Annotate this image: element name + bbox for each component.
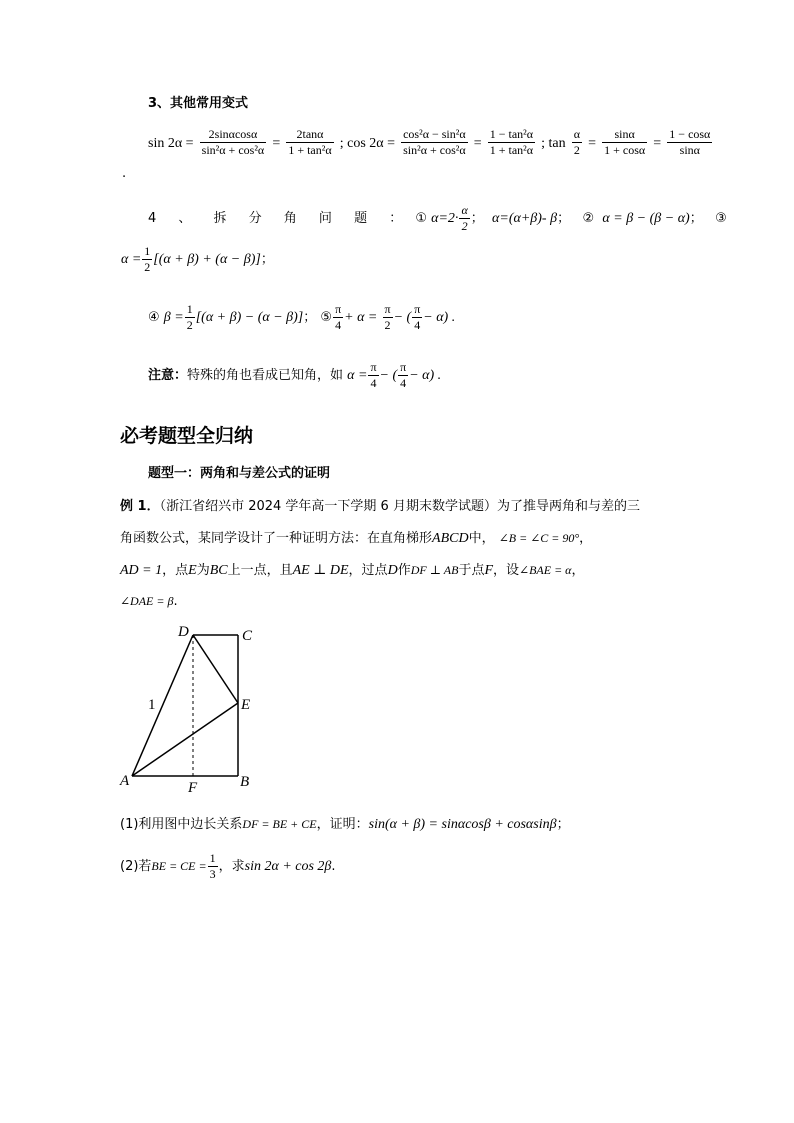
tan-frac1: $\frac{\sin\alpha}{1 + \cos\alpha}$ xyxy=(604,127,646,157)
item4-lhs: β = xyxy=(163,310,184,325)
cos2a-lhs: ; cos 2α = xyxy=(339,136,396,151)
note-text: 特殊的角也看成已知角，如 xyxy=(187,368,344,383)
item3-lhs: α = xyxy=(121,252,142,267)
example-line3: AD = 1，点E为BC上一点，且AE ⊥ DE，过点D作DF ⊥ AB于点F，设∠BAE = α， xyxy=(120,563,585,578)
label-A: A xyxy=(120,773,130,789)
trailing-dot: . xyxy=(122,166,127,181)
item2-label: ② xyxy=(582,211,595,226)
sin2a-frac1: $\frac{2\sin\alpha\cos\alpha}{\text{sin²α + cos²α}}$ xyxy=(201,127,265,157)
label-C: C xyxy=(242,628,253,644)
label-E: E xyxy=(241,697,251,713)
question-2: (2)若BE = CE = $\frac{1}{3}$ ，求sin 2α + cos 2β. xyxy=(120,851,336,881)
question2-frac: $\frac{1}{3}$ xyxy=(209,851,216,881)
section4-line2: α = $\frac{1}{2}$ [(α + β) + (α − β)]； xyxy=(121,244,274,274)
item1-expr-a: α=2· xyxy=(431,211,459,226)
item5-frac-b: $\frac{\pi}{2}$ xyxy=(384,302,391,332)
question-1: (1)利用图中边长关系DF = BE + CE，证明：sin(α + β) = sinαcosβ + cosαsinβ； xyxy=(120,817,570,832)
example-source: （浙江省绍兴市 2024 学年高一下学期 6 月期末数学试题）为了推导两角和与差的三 xyxy=(159,499,640,514)
example-line4: ∠DAE = β. xyxy=(120,594,178,609)
example-line1 xyxy=(120,499,640,515)
note-frac-b: $\frac{\pi}{4}$ xyxy=(400,360,407,390)
label-B: B xyxy=(240,774,250,790)
section3-title: 3、其他常用变式 xyxy=(148,96,249,111)
label-side-length: 1 xyxy=(148,697,156,713)
section-heading: 必考题型全归纳 xyxy=(120,425,254,447)
section4-title: 4 、 拆 分 角 问 题 ： xyxy=(148,211,412,226)
tan-half-frac: $\frac{\alpha}{2}$ xyxy=(573,127,581,157)
note-frac-a: $\frac{\pi}{4}$ xyxy=(370,360,377,390)
item4-rhs: [(α + β) − (α − β)] xyxy=(195,310,304,325)
item3-label: ③ xyxy=(715,211,727,226)
tan-lhs: ; tan xyxy=(541,136,566,151)
type1-title: 题型一：两角和与差公式的证明 xyxy=(148,466,331,481)
item1-expr-b: α=(α+β)- β xyxy=(492,211,558,226)
tan-frac2: $\frac{1 - \cos\alpha}{\sin\alpha}$ xyxy=(669,127,711,157)
item5-frac-a: $\frac{\pi}{4}$ xyxy=(335,302,342,332)
example-label: 例 1． xyxy=(120,499,160,514)
trapezoid-figure xyxy=(110,620,270,800)
item5-frac-c: $\frac{\pi}{4}$ xyxy=(414,302,421,332)
cos2a-frac2: $\frac{\text{1 − tan²α}}{\text{1 + tan²α}}$ xyxy=(489,127,534,157)
label-D: D xyxy=(178,624,189,640)
item1-label: ① xyxy=(415,211,427,226)
example-line2: 角函数公式，某同学设计了一种证明方法：在直角梯形ABCD中， ∠B = ∠C = 90°， xyxy=(120,531,593,546)
item4-frac: $\frac{1}{2}$ xyxy=(186,302,193,332)
item1-frac: $\frac{\alpha}{2}$ xyxy=(461,203,468,233)
item4-label: ④ xyxy=(148,310,160,325)
note-line: 注意：特殊的角也看成已知角，如 α = $\frac{\pi}{4}$ − ( $\frac{\pi}{4}$ − α) . xyxy=(148,360,442,390)
segment-DE xyxy=(193,635,238,703)
item3-frac: $\frac{1}{2}$ xyxy=(144,244,151,274)
note-label: 注意： xyxy=(148,368,188,383)
sin2a-frac2: $\frac{2\tan\alpha}{\text{1 + tan²α}}$ xyxy=(288,127,332,157)
section3-formulas: sin 2α = $\frac{2\sin\alpha\cos\alpha}{\text{sin²α + cos²α}}$ = $\frac{2\tan\alpha}{\text{1 + tan²α}}$ ; cos 2α = $\frac{\text{cos²α − sin²α}}{\text{sin²α + cos²α}}$ = $\frac{\text{1 − tan²α}}{\text{1 + tan²α}}$ ; tan $\frac{\alpha}{2}$ = $\frac{\sin\alpha}{1 + \cos\alpha}$ = $\frac{1 - \cos\alpha}{\sin\alpha}$ xyxy=(148,127,711,157)
label-F: F xyxy=(188,780,198,796)
item2-expr: α = β − (β − α) xyxy=(602,211,690,226)
item3-rhs: [(α + β) + (α − β)] xyxy=(153,252,261,267)
section4-line3: ④ β = $\frac{1}{2}$ [(α + β) − (α − β)]； ⑤ $\frac{\pi}{4}$ + α = $\frac{\pi}{2}$ − ( $\frac{\pi}{4}$ − α) . xyxy=(148,302,456,332)
sin2a-lhs: sin 2α = xyxy=(148,136,194,151)
cos2a-frac1: $\frac{\text{cos²α − sin²α}}{\text{sin²α + cos²α}}$ xyxy=(403,127,466,157)
section4-line1: 4 、 拆 分 角 问 题 ： ① α=2· $\frac{\alpha}{2}$ ； α=(α+β)- β； ② α = β − (β − α)； ③ xyxy=(148,203,727,233)
item5-label: ⑤ xyxy=(320,310,333,325)
